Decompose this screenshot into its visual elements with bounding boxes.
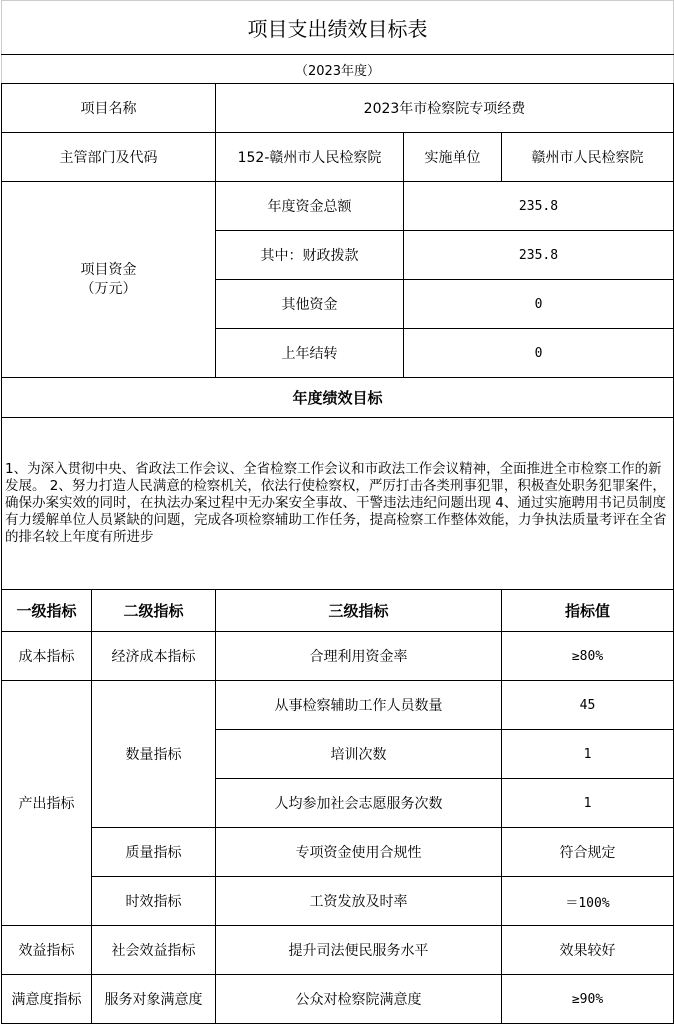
page-title: 项目支出绩效目标表 [2, 1, 674, 55]
annual-goals-text: 1、为深入贯彻中央、省政法工作会议、全省检察工作会议和市政法工作会议精神，全面推进全市检察工作的新发展。 2、努力打造人民满意的检察机关，依法行使检察权，严厉打击各类刑事犯罪，积极查处职务犯罪案件，确保办案实效的同时，在执法办案过程中无办案安全事故、干警违法违纪问题出现 4、通过实施聘用书记员制度有力缓解单位人员紧缺的问题，完成各项检察辅助工作任务，提高检察工作整体效能，力争执法质量考评在全省的排名较上年度有所进步 [2, 418, 674, 590]
funds-row-label: 其中：财政拨款 [216, 231, 404, 280]
implementing-unit-label: 实施单位 [404, 133, 502, 182]
indicator-level3: 合理利用资金率 [216, 632, 502, 681]
funds-row-value: 235.8 [404, 231, 674, 280]
header-level1: 一级指标 [2, 590, 92, 632]
indicator-level2: 服务对象满意度 [92, 975, 216, 1024]
header-level3: 三级指标 [216, 590, 502, 632]
indicator-level2: 时效指标 [92, 877, 216, 926]
header-value: 指标值 [502, 590, 674, 632]
funds-row-value: 0 [404, 329, 674, 378]
indicator-value: 符合规定 [502, 828, 674, 877]
funds-row-label: 上年结转 [216, 329, 404, 378]
indicator-level3: 培训次数 [216, 730, 502, 779]
indicator-level3: 公众对检察院满意度 [216, 975, 502, 1024]
indicator-level3: 专项资金使用合规性 [216, 828, 502, 877]
indicator-value: 45 [502, 681, 674, 730]
indicator-value: ≥80% [502, 632, 674, 681]
funds-row-label: 其他资金 [216, 280, 404, 329]
indicator-value: 1 [502, 730, 674, 779]
department-value: 152-赣州市人民检察院 [216, 133, 404, 182]
indicator-level2: 数量指标 [92, 681, 216, 828]
indicator-level1: 产出指标 [2, 681, 92, 926]
indicator-level1: 成本指标 [2, 632, 92, 681]
indicator-level2: 经济成本指标 [92, 632, 216, 681]
indicator-level3: 工资发放及时率 [216, 877, 502, 926]
project-name-value: 2023年市检察院专项经费 [216, 84, 674, 133]
project-funds-label [2, 182, 216, 378]
indicator-level1: 效益指标 [2, 926, 92, 975]
indicator-level2: 社会效益指标 [92, 926, 216, 975]
implementing-unit-value: 赣州市人民检察院 [502, 133, 674, 182]
indicator-value: ＝100% [502, 877, 674, 926]
indicator-value: ≥90% [502, 975, 674, 1024]
indicator-level1: 满意度指标 [2, 975, 92, 1024]
indicator-value: 效果较好 [502, 926, 674, 975]
project-name-label: 项目名称 [2, 84, 216, 133]
indicator-level2: 质量指标 [92, 828, 216, 877]
funds-row-value: 0 [404, 280, 674, 329]
project-funds-label-line2: （万元） [80, 280, 137, 297]
funds-row-value: 235.8 [404, 182, 674, 231]
header-level2: 二级指标 [92, 590, 216, 632]
indicator-level3: 人均参加社会志愿服务次数 [216, 779, 502, 828]
fiscal-year: （2023年度） [2, 55, 674, 84]
funds-row-label: 年度资金总额 [216, 182, 404, 231]
department-label: 主管部门及代码 [2, 133, 216, 182]
annual-goals-header: 年度绩效目标 [2, 378, 674, 418]
indicator-level3: 提升司法便民服务水平 [216, 926, 502, 975]
performance-target-table [1, 0, 674, 1024]
project-funds-label-line1: 项目资金 [80, 261, 137, 278]
indicator-value: 1 [502, 779, 674, 828]
indicator-level3: 从事检察辅助工作人员数量 [216, 681, 502, 730]
